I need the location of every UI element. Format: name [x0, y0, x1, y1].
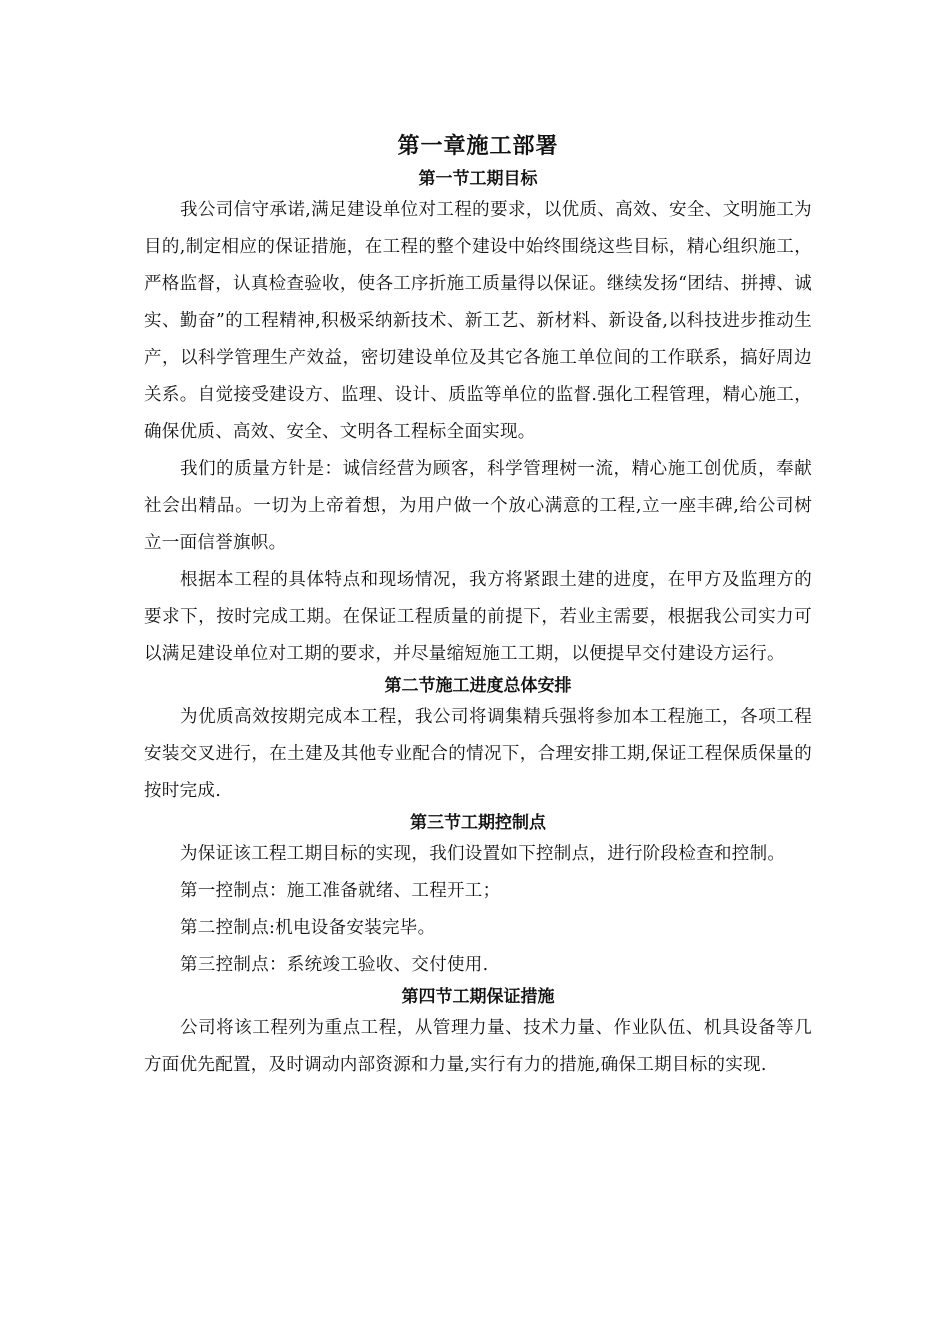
paragraph: 我们的质量方针是：诚信经营为顾客，科学管理树一流，精心施工创优质，奉献社会出精品。一切为上帝着想，为用户做一个放心满意的工程,立一座丰碑,给公司树立一面信誉旗帜。: [144, 459, 812, 553]
document-page: [144, 128, 812, 1084]
paragraph: 根据本工程的具体特点和现场情况，我方将紧跟土建的进度，在甲方及监理方的要求下，按时完成工期。在保证工程质量的前提下，若业主需要，根据我公司实力可以满足建设单位对工期的要求，并尽量缩短施工工期，以便提早交付建设方运行。: [144, 570, 812, 664]
list-item: 第三控制点：系统竣工验收、交付使用.: [180, 955, 489, 975]
section-control-points: [144, 810, 812, 984]
paragraph: 公司将该工程列为重点工程，从管理力量、技术力量、作业队伍、机具设备等几方面优先配置，及时调动内部资源和力量,实行有力的措施,确保工期目标的实现.: [144, 1018, 812, 1075]
section-progress-arrangement: [144, 673, 812, 810]
list-item: 第二控制点:机电设备安装完毕。: [180, 918, 436, 938]
section-heading: 第四节工期保证措施: [401, 987, 555, 1007]
list-item: 第一控制点：施工准备就绪、工程开工；: [180, 881, 501, 901]
paragraph: 为优质高效按期完成本工程，我公司将调集精兵强将参加本工程施工，各项工程安装交叉进行，在土建及其他专业配合的情况下，合理安排工期,保证工程保质保量的按时完成.: [144, 707, 812, 801]
section-heading: 第二节施工进度总体安排: [384, 676, 572, 696]
chapter-title: 第一章施工部署: [397, 134, 559, 159]
section-schedule-goal: [144, 166, 812, 673]
section-heading: 第三节工期控制点: [410, 813, 546, 833]
section-guarantee-measures: [144, 984, 812, 1084]
paragraph: 我公司信守承诺,满足建设单位对工程的要求，以优质、高效、安全、文明施工为目的,制定相应的保证措施，在工程的整个建设中始终围绕这些目标，精心组织施工，严格监督，认真检查验收，使各工序折施工质量得以保证。继续发扬“团结、拼搏、诚实、勤奋”的工程精神,积极采纳新技术、新工艺、新材料、新设备,以科技进步推动生产，以科学管理生产效益，密切建设单位及其它各施工单位间的工作联系，搞好周边关系。自觉接受建设方、监理、设计、质监等单位的监督.强化工程管理，精心施工，确保优质、高效、安全、文明各工程标全面实现。: [144, 200, 812, 442]
paragraph: 为保证该工程工期目标的实现，我们设置如下控制点，进行阶段检查和控制。: [180, 844, 786, 864]
section-heading: 第一节工期目标: [418, 169, 538, 189]
